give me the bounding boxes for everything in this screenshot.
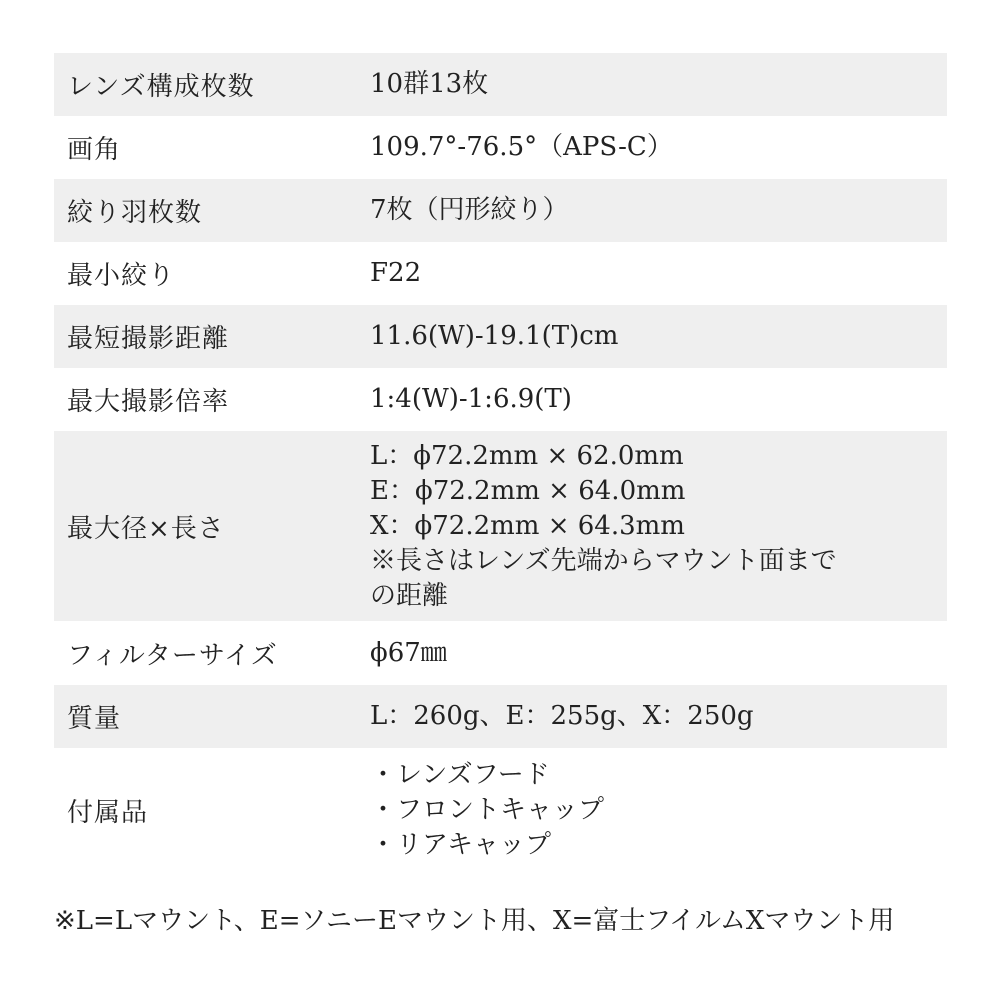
spec-row-weight bbox=[54, 685, 947, 748]
spec-value bbox=[354, 319, 947, 354]
mount-footnote: ※L=Lマウント、E=ソニーEマウント用、X=富士フイルムXマウント用 bbox=[54, 906, 895, 936]
spec-value bbox=[354, 130, 947, 165]
spec-value-line: L：260g、E：255g、X：250g bbox=[370, 701, 754, 731]
spec-row-dimensions bbox=[54, 431, 947, 621]
spec-value-line: L：ϕ72.2mm × 62.0mm bbox=[370, 440, 684, 471]
spec-label: 画角 bbox=[67, 135, 122, 165]
spec-value bbox=[354, 699, 947, 734]
spec-row-accessories bbox=[54, 748, 947, 873]
spec-row-filter-size bbox=[54, 621, 947, 685]
spec-value-line: 10群13枚 bbox=[370, 69, 489, 99]
spec-value-line: 7枚（円形絞り） bbox=[370, 195, 569, 225]
spec-value bbox=[354, 439, 947, 614]
spec-value bbox=[354, 636, 947, 671]
spec-value-line: ・リアキャップ bbox=[370, 830, 551, 860]
spec-label: レンズ構成枚数 bbox=[67, 72, 255, 102]
spec-value bbox=[354, 256, 947, 291]
spec-value bbox=[354, 382, 947, 417]
spec-label: 絞り羽枚数 bbox=[67, 198, 203, 228]
spec-value-line: ϕ67㎜ bbox=[370, 637, 447, 668]
spec-value bbox=[354, 193, 947, 228]
spec-value-line: ・レンズフード bbox=[370, 760, 550, 790]
spec-value-line: ・フロントキャップ bbox=[370, 795, 605, 825]
spec-row-max-magnification bbox=[54, 368, 947, 431]
spec-label: 最大撮影倍率 bbox=[67, 387, 230, 417]
spec-label: フィルターサイズ bbox=[67, 640, 278, 671]
spec-table bbox=[54, 53, 947, 873]
spec-value-line: F22 bbox=[370, 258, 422, 288]
spec-value-line: X：ϕ72.2mm × 64.3mm bbox=[370, 510, 685, 541]
spec-value bbox=[354, 758, 947, 863]
spec-row-aperture-blades bbox=[54, 179, 947, 242]
spec-value-line: 11.6(W)-19.1(T)cm bbox=[370, 321, 619, 351]
spec-label: 質量 bbox=[67, 704, 122, 734]
spec-label: 最大径×長さ bbox=[67, 513, 225, 544]
spec-value-line: ※長さはレンズ先端からマウント面まで bbox=[370, 545, 837, 576]
spec-label: 最小絞り bbox=[67, 261, 176, 291]
spec-value-line: 1:4(W)-1:6.9(T) bbox=[370, 384, 572, 414]
spec-value-line: 109.7°-76.5°（APS-C） bbox=[370, 132, 673, 162]
spec-value-line: E：ϕ72.2mm × 64.0mm bbox=[370, 475, 686, 506]
spec-row-minimum-aperture bbox=[54, 242, 947, 305]
spec-row-lens-construction bbox=[54, 53, 947, 116]
spec-label: 最短撮影距離 bbox=[67, 324, 230, 354]
spec-row-angle-of-view bbox=[54, 116, 947, 179]
spec-value-line: の距離 bbox=[370, 580, 449, 611]
spec-value bbox=[354, 67, 947, 102]
spec-label: 付属品 bbox=[67, 798, 149, 828]
spec-row-minimum-focus-distance bbox=[54, 305, 947, 368]
